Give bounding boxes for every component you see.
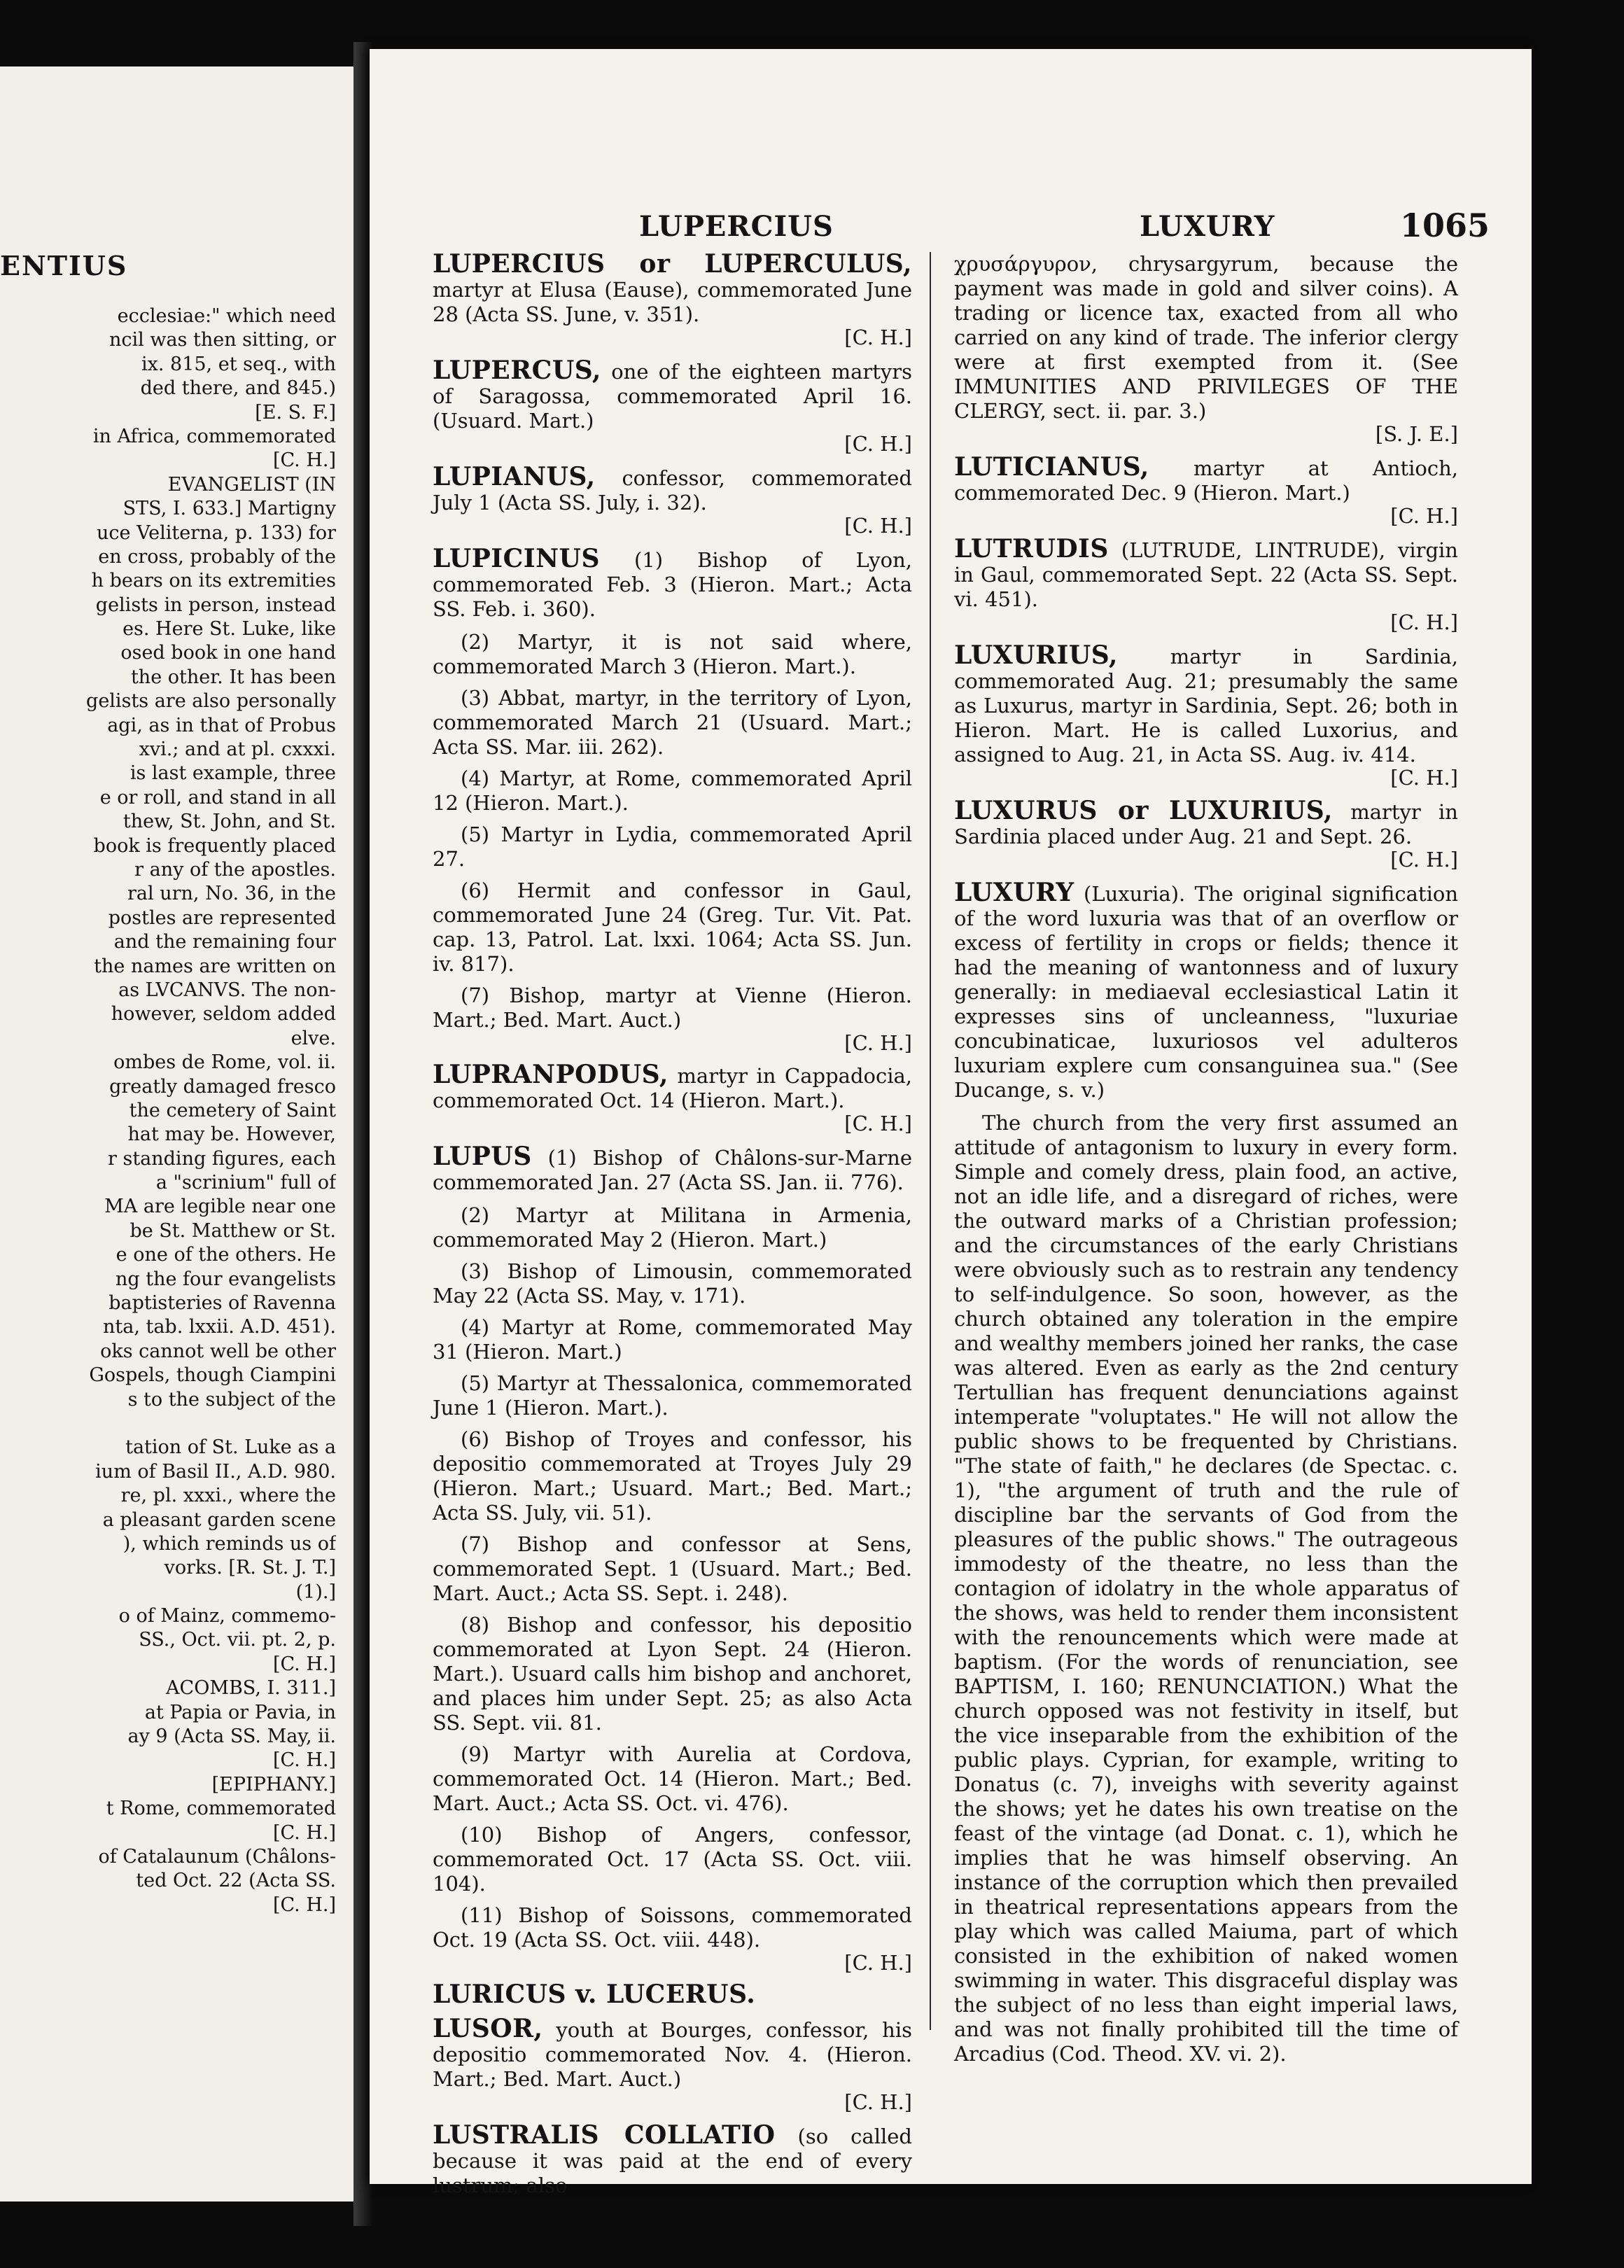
numbered-subentry (433, 1371, 912, 1420)
previous-page-line: ng the four evangelists (115, 1268, 336, 1290)
previous-page-line: ombes de Rome, vol. ii. (113, 1051, 336, 1074)
previous-page-line (0, 1412, 336, 1436)
numbered-subentry (433, 1315, 912, 1364)
previous-page-line: oks cannot well be other (100, 1340, 336, 1362)
subentry-text: (3) Abbat, martyr, in the territory of Lyon, commemorated March 21 (Usuard. Mart.; Acta SS. Mar. iii. 262). (433, 686, 912, 759)
previous-page-line: s to the subject of the (127, 1388, 336, 1410)
left-column (433, 249, 912, 2206)
subentry-text: (9) Martyr with Aurelia at Cordova, commemorated Oct. 14 (Hieron. Mart.; Bed. Mart. Auct.; Acta SS. Oct. vi. 476). (433, 1742, 912, 1815)
previous-page-line: ay 9 (Acta SS. May, ii. (127, 1726, 336, 1748)
subentry-text: (7) Bishop, martyr at Vienne (Hieron. Mart.; Bed. Mart. Auct.) (433, 983, 912, 1032)
previous-page-line: r standing figures, each (107, 1147, 336, 1170)
previous-page-line: ACOMBS, I. 311.] (166, 1677, 336, 1700)
dictionary-entry (433, 1144, 912, 1195)
previous-page-line: vorks. [R. St. J. T.] (164, 1557, 336, 1579)
previous-page-line: agi, as in that of Probus (107, 714, 336, 736)
entry-text: confessor, commemorated July 1 (Acta SS. July, i. 32). (433, 466, 912, 514)
entry-text: (1) Bishop of Lyon, commemorated Feb. 3 (Hieron. Mart.; Acta SS. Feb. i. 360). (433, 548, 912, 621)
previous-page-line: [C. H.] (272, 1653, 336, 1675)
entry-headword: LUPERCUS, (433, 356, 601, 385)
dictionary-entry (954, 796, 1458, 872)
previous-page-line: re, pl. xxxi., where the (120, 1485, 336, 1507)
subentry-text: (6) Bishop of Troyes and confessor, his depositio commemorated at Troyes July 29 (Hieron. Mart.; Usuard. Mart.; Bed. Mart.; Acta SS. July, vii. 51). (433, 1427, 912, 1525)
numbered-subentry (433, 1823, 912, 1896)
author-signature: [C. H.] (844, 2090, 912, 2114)
numbered-subentry (433, 983, 912, 1056)
entry-headword: LUTICIANUS, (954, 452, 1149, 482)
dictionary-entry (433, 2120, 912, 2198)
entry-headword: LUXURIUS, (954, 640, 1118, 670)
entry-text: martyr in Cappadocia, commemorated Oct. 14 (Hieron. Mart.). (433, 1064, 912, 1112)
entry-text: (1) Bishop of Châlons-sur-Marne commemorated Jan. 27 (Acta SS. Jan. ii. 776). (433, 1146, 912, 1194)
subentry-text: (3) Bishop of Limousin, commemorated May 22 (Acta SS. May, v. 171). (433, 1259, 912, 1308)
previous-page-line: baptisteries of Ravenna (108, 1292, 336, 1315)
dictionary-entry (433, 1982, 912, 2008)
entry-paragraph (954, 1111, 1458, 2066)
entry-headword: LUPICINUS (433, 544, 600, 573)
numbered-subentry (433, 1532, 912, 1606)
previous-page-line: as LVCANVS. The non- (118, 979, 336, 1001)
dictionary-entry (954, 452, 1458, 528)
previous-page-line: ecclesiae:" which need (117, 305, 336, 327)
subentry-text: (2) Martyr at Militana in Armenia, commemorated May 2 (Hieron. Mart.) (433, 1203, 912, 1252)
numbered-subentry (433, 630, 912, 679)
previous-page-line: tation of St. Luke as a (125, 1436, 336, 1459)
author-signature: [C. H.] (844, 432, 912, 456)
subentry-text: (4) Martyr, at Rome, commemorated April 12 (Hieron. Mart.). (433, 766, 912, 815)
previous-page-line: ral urn, No. 36, in the (127, 883, 336, 905)
previous-page-line: [C. H.] (272, 1893, 336, 1916)
author-signature: [C. H.] (1390, 504, 1458, 528)
previous-page-line: elve. (290, 1027, 336, 1049)
author-signature: [C. H.] (844, 1031, 912, 1055)
previous-page-line: es. Here St. Luke, like (122, 618, 336, 640)
subentry-text: (11) Bishop of Soissons, commemorated Oct. 19 (Acta SS. Oct. viii. 448). (433, 1903, 912, 1952)
dictionary-entry (433, 358, 912, 456)
entry-headword: LUSOR, (433, 2014, 543, 2043)
entry-text: martyr in Sardinia, commemorated Aug. 21; presumably the same as Luxurus, martyr in Sardinia, Sept. 26; both in Hieron. Mart. He is called Luxorius, and assigned to Aug. 21, in Acta SS. Aug. iv. 414. (954, 645, 1458, 766)
entry-headword: LUTRUDIS (954, 534, 1109, 564)
entry-text: youth at Bourges, confessor, his depositio commemorated Nov. 4. (Hieron. Mart.; Bed. Mart. Auct.) (433, 2018, 912, 2091)
previous-page-line: and the remaining four (113, 931, 336, 953)
running-head-right: LUXURY (1140, 210, 1275, 243)
right-column (954, 252, 1458, 2071)
subentry-text: (4) Martyr at Rome, commemorated May 31 (Hieron. Mart.) (433, 1315, 912, 1364)
previous-page-line: STS, I. 633.] Martigny (122, 498, 336, 520)
column-rule (930, 252, 931, 2030)
subentry-text: (5) Martyr at Thessalonica, commemorated June 1 (Hieron. Mart.). (433, 1371, 912, 1420)
previous-page-line: [C. H.] (272, 1821, 336, 1844)
entry-headword: LUSTRALIS COLLATIO (433, 2120, 776, 2150)
previous-page-line: a pleasant garden scene (102, 1508, 336, 1531)
previous-page-line: t Rome, commemorated (106, 1798, 336, 1820)
previous-page-line: uce Veliterna, p. 133) for (97, 522, 336, 544)
entry-headword: LUPRANPODUS, (433, 1060, 668, 1089)
author-signature: [C. H.] (844, 514, 912, 538)
entry-text: (LUTRUDE, LINTRUDE), virgin in Gaul, commemorated Sept. 22 (Acta SS. Sept. vi. 451). (954, 538, 1458, 611)
dictionary-entry (433, 249, 912, 350)
previous-page-line: nta, tab. lxxii. A.D. 451). (102, 1316, 336, 1338)
previous-page-line: e one of the others. He (115, 1244, 336, 1266)
previous-page-line: h bears on its extremities (91, 570, 336, 592)
numbered-subentry (433, 1427, 912, 1525)
previous-page-line: the cemetery of Saint (129, 1099, 336, 1121)
numbered-subentry (433, 878, 912, 976)
previous-page-line: [E. S. F.] (255, 401, 336, 424)
previous-page (0, 66, 354, 2202)
entry-text: (Luxuria). The original signification of the word luxuria was that of an overflow or excess of fertility in crops or fields; thence it had the meaning of wantonness and of luxury generally: in mediaeval ecclesiastical Latin it expresses sins of uncleanness, "luxuriae concubinaticae, luxuriosos vel adulteros luxuriam explere cum consanguinea sua." (See Ducange, s. v.) (954, 882, 1458, 1102)
previous-page-line: gelists in person, instead (95, 594, 336, 616)
numbered-subentry (433, 822, 912, 872)
dictionary-entry (433, 2014, 912, 2115)
subentry-text: (10) Bishop of Angers, confessor, commemorated Oct. 17 (Acta SS. Oct. viii. 104). (433, 1823, 912, 1896)
entry-headword: LUXURUS or LUXURIUS, (954, 796, 1333, 825)
dictionary-entry (954, 534, 1458, 635)
dictionary-entry (954, 878, 1458, 1102)
entry-headword: LUPIANUS, (433, 462, 596, 491)
previous-page-line: xvi.; and at pl. cxxxi. (139, 738, 336, 761)
previous-page-line: hat may be. However, (127, 1124, 336, 1146)
previous-page-line: [C. H.] (272, 1749, 336, 1772)
previous-page-line: the other. It has been (130, 666, 336, 688)
dictionary-entry (433, 544, 912, 622)
previous-page-line: ded there, and 845.) (140, 377, 336, 400)
previous-page-line: however, seldom added (111, 1003, 336, 1026)
current-page (370, 49, 1532, 2197)
previous-page-line: book is frequently placed (93, 834, 336, 857)
page-number: 1065 (1399, 206, 1490, 244)
previous-page-line: is last example, three (130, 762, 336, 785)
dictionary-entry (954, 640, 1458, 790)
numbered-subentry (433, 1903, 912, 1975)
previous-page-line: ium of Basil II., A.D. 980. (95, 1460, 336, 1483)
entry-headword: LUPUS (433, 1142, 532, 1171)
numbered-subentry (433, 1203, 912, 1252)
subentry-text: (7) Bishop and confessor at Sens, commemorated Sept. 1 (Usuard. Mart.; Bed. Mart. Auct.; Acta SS. Sept. i. 248). (433, 1532, 912, 1605)
previous-page-line: e or roll, and stand in all (99, 786, 336, 808)
entry-text: martyr at Elusa (Eause), commemorated June 28 (Acta SS. June, v. 351). (433, 278, 912, 326)
previous-page-line: ncil was then sitting, or (108, 329, 336, 351)
author-signature: [C. H.] (1390, 610, 1458, 634)
author-signature: [C. H.] (844, 1951, 912, 1975)
numbered-subentry (433, 686, 912, 760)
previous-page-line: the names are written on (94, 955, 336, 977)
previous-page-text (0, 304, 336, 1917)
previous-page-line: ), which reminds us of (122, 1532, 336, 1555)
author-signature: [C. H.] (1390, 766, 1458, 790)
author-signature: [C. H.] (844, 326, 912, 349)
previous-page-line: be St. Matthew or St. (130, 1219, 336, 1242)
entry-text: martyr at Antioch, commemorated Dec. 9 (Hieron. Mart.) (954, 456, 1458, 505)
previous-page-line: gelists are also personally (86, 690, 336, 713)
numbered-subentry (433, 1742, 912, 1816)
previous-page-line: osed book in one hand (120, 642, 336, 664)
continuation-text: χρυσάργυρον, chrysargyrum, because the payment was made in gold and silver coins). A trading or licence tax, exacted from all who carried on any kind of trade. The inferior clergy were at first exempted from it. (See IMMUNITIES AND PRIVILEGES OF THE CLERGY, sect. ii. par. 3.) (954, 252, 1458, 423)
subentry-text: (8) Bishop and confessor, his depositio commemorated at Lyon Sept. 24 (Hieron. Mart.). Usuard calls him bishop and anchoret, and places him under Sept. 25; as also Acta SS. Sept. vii. 81. (433, 1613, 912, 1735)
previous-page-line: ted Oct. 22 (Acta SS. (136, 1870, 336, 1892)
previous-page-line: SS., Oct. vii. pt. 2, p. (139, 1629, 336, 1651)
previous-page-line: o of Mainz, commemo- (118, 1605, 336, 1628)
previous-page-line: ix. 815, et seq., with (141, 353, 336, 375)
entry-headword: LURICUS v. LUCERUS. (433, 1980, 756, 2009)
entry-headword: LUXURY (954, 878, 1074, 907)
previous-page-line: [EPIPHANY.] (211, 1773, 336, 1795)
previous-page-line: in Africa, commemorated (92, 425, 336, 447)
numbered-subentry (433, 1259, 912, 1308)
previous-page-line: thew, St. John, and St. (122, 811, 336, 833)
previous-page-line: a "scrinium" full of (155, 1172, 336, 1194)
previous-page-line: EVANGELIST (IN (167, 473, 336, 496)
previous-page-line: MA are legible near one (104, 1196, 336, 1218)
author-signature: [C. H.] (1390, 848, 1458, 872)
running-head-left: LUPERCIUS (639, 210, 834, 243)
subentry-text: (2) Martyr, it is not said where, commemorated March 3 (Hieron. Mart.). (433, 630, 912, 678)
dictionary-entry (433, 1060, 912, 1136)
entry-text: (so called because it was paid at the end of every lustrum; also (433, 2124, 912, 2197)
entry-continuation (954, 252, 1458, 447)
previous-page-line: of Catalaunum (Châlons- (98, 1846, 336, 1868)
entry-text: martyr in Sardinia placed under Aug. 21 and Sept. 26. (954, 800, 1458, 848)
subentry-text: (5) Martyr in Lydia, commemorated April 27. (433, 822, 912, 871)
paragraph-text: The church from the very first assumed an attitude of antagonism to luxury in every form. Simple and comely dress, plain food, an active, not an idle life, and a disregard of riches, were the outward marks of a Christian profession; and the circumstances of the early Christians were obviously such as to restrain any tendency to self-indulgence. So soon, however, as the church obtained any toleration in the empire and wealthy members joined her ranks, the case was altered. Even as early as the 2nd century Tertullian has frequent denunciations against intemperate "voluptates." He will not allow the public shows to be frequented by Christians. "The state of faith," he declares (de Spectac. c. 1), "the argument of truth and the rule of discipline bar the servants of God from the pleasures of the public shows." The outrageous immodesty of the theatre, no less than the contagion of idolatry in the whole apparatus of the shows, was held to render them inconsistent with the renouncements which were made at baptism. (For the words of renunciation, see BAPTISM, I. 160; RENUNCIATION.) What the church opposed was not festivity in itself, but the vice inseparable from the exhibition of the public plays. Cyprian, for example, writing to Donatus (c. 7), inveighs with severity against the shows; yet he dates his own treatise on the feast of the vintage (ad Donat. c. 1), which he implies that he was himself observing. An instance of the corruption which then prevailed in theatrical representations appears from the play which was called Maiuma, part of which consisted in the exhibition of naked women swimming in water. This disgraceful display was the subject of no less than eight imperial laws, and was not finally prohibited till the time of Arcadius (Cod. Theod. XV. vi. 2). (954, 1111, 1458, 2066)
previous-page-line: greatly damaged fresco (109, 1075, 336, 1098)
dictionary-entry (433, 462, 912, 538)
entry-headword: LUPERCIUS or LUPERCULUS, (433, 249, 912, 279)
numbered-subentry (433, 1613, 912, 1735)
numbered-subentry (433, 766, 912, 816)
author-signature: [C. H.] (844, 1112, 912, 1135)
previous-page-line: en cross, probably of the (98, 545, 336, 568)
previous-page-line: [C. H.] (272, 449, 336, 472)
previous-page-line: r any of the apostles. (134, 858, 336, 881)
subentry-text: (6) Hermit and confessor in Gaul, commemorated June 24 (Greg. Tur. Vit. Pat. cap. 13, Patrol. Lat. lxxi. 1064; Acta SS. Jun. iv. 817). (433, 878, 912, 976)
entry-text: one of the eighteen martyrs of Saragossa, commemorated April 16. (Usuard. Mart.) (433, 360, 912, 433)
author-signature: [S. J. E.] (1375, 422, 1458, 446)
previous-page-line: at Papia or Pavia, in (144, 1701, 336, 1723)
previous-page-line: postles are represented (108, 906, 336, 929)
previous-page-line: (1).] (295, 1581, 336, 1603)
previous-page-line: Gospels, though Ciampini (89, 1364, 336, 1387)
previous-page-running-head: ENTIUS (0, 250, 128, 281)
